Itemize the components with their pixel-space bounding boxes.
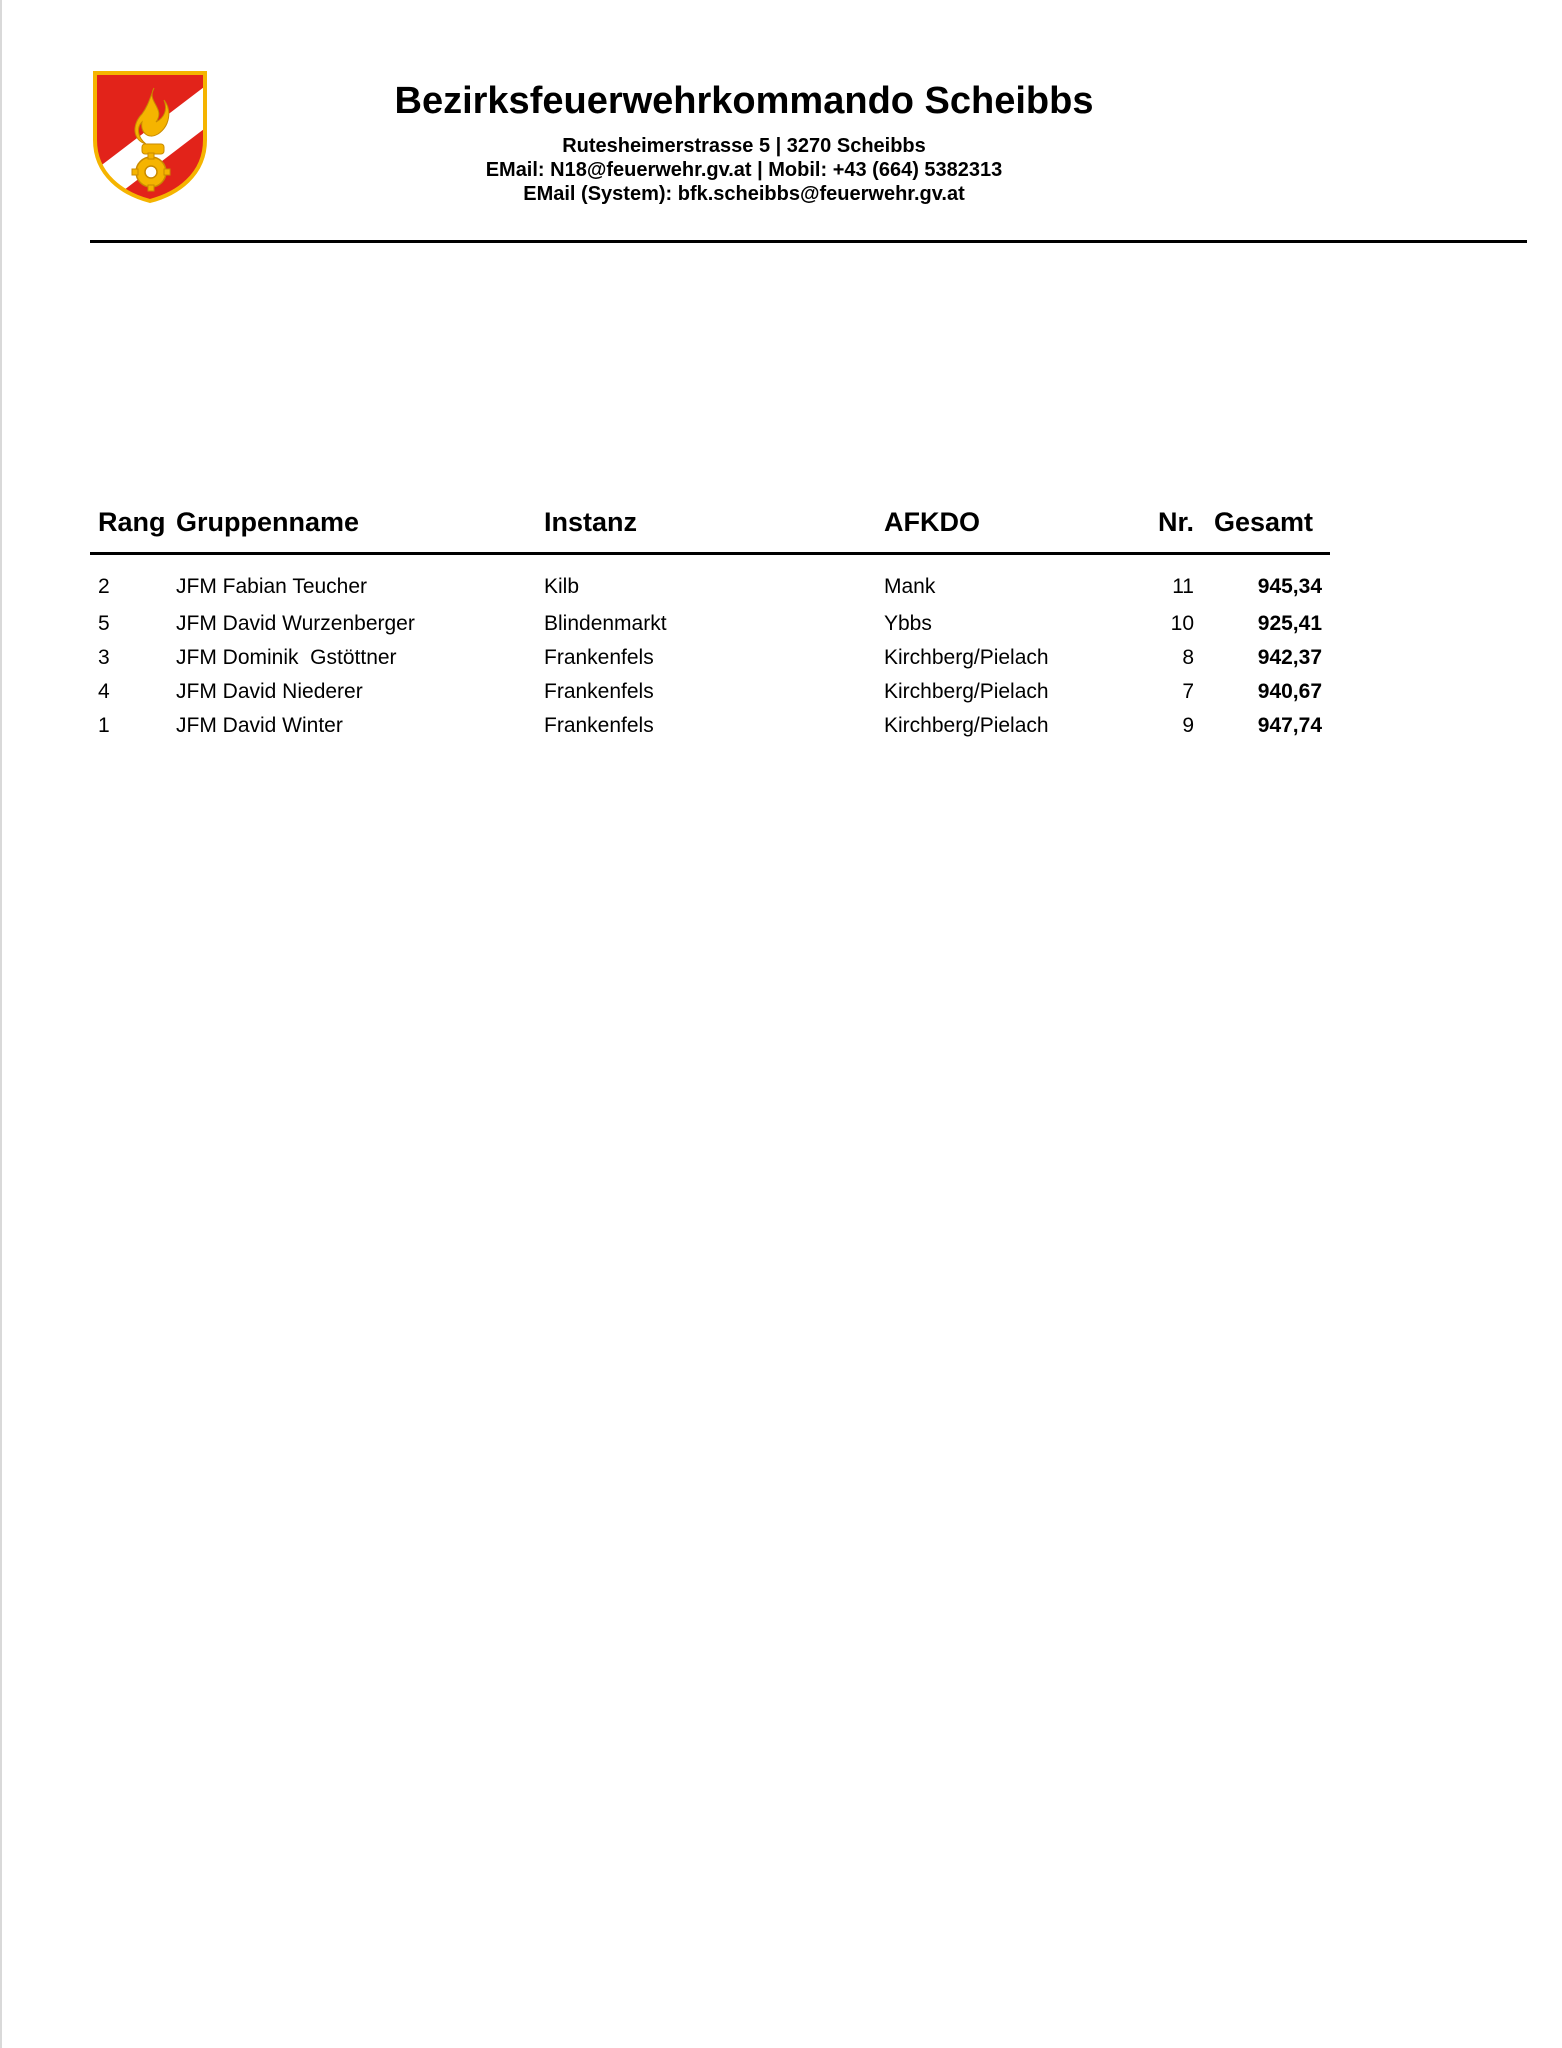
cell-rang: 4 [98, 680, 110, 703]
cell-gruppenname: JFM David Niederer [176, 680, 363, 703]
page-edge [0, 0, 2, 2048]
cell-nr: 10 [1170, 612, 1194, 635]
cell-gruppenname: JFM David Winter [176, 714, 343, 737]
cell-rang: 5 [98, 612, 110, 635]
fire-brigade-crest-icon [92, 70, 208, 204]
table-row [90, 554, 1330, 608]
cell-afkdo: Mank [884, 575, 936, 598]
cell-rang: 3 [98, 646, 110, 669]
results-table [90, 500, 1330, 743]
org-system-email: EMail (System): bfk.scheibbs@feuerwehr.gv.at [523, 183, 965, 205]
cell-gesamt: 945,34 [1257, 575, 1322, 598]
column-header-afkdo: AFKDO [876, 500, 1138, 554]
column-header-rang: Rang [90, 500, 168, 554]
page-title: Bezirksfeuerwehrkommando Scheibbs [394, 80, 1094, 122]
cell-instanz: Frankenfels [544, 714, 654, 737]
org-contact: EMail: N18@feuerwehr.gv.at | Mobil: +43 (664) 5382313 [485, 159, 1003, 181]
cell-afkdo: Ybbs [884, 612, 932, 635]
cell-afkdo: Kirchberg/Pielach [884, 714, 1049, 737]
table-row [90, 641, 1330, 675]
cell-afkdo: Kirchberg/Pielach [884, 646, 1049, 669]
header-divider [90, 240, 1527, 243]
cell-instanz: Kilb [544, 575, 580, 598]
cell-nr: 9 [1182, 714, 1194, 737]
table-row [90, 675, 1330, 709]
cell-gruppenname: JFM David Wurzenberger [176, 612, 415, 635]
cell-nr: 7 [1182, 680, 1194, 703]
column-header-gesamt: Gesamt [1202, 500, 1330, 554]
table-row [90, 709, 1330, 743]
cell-gesamt: 925,41 [1257, 612, 1322, 635]
cell-gruppenname: JFM Fabian Teucher [176, 575, 368, 598]
cell-afkdo: Kirchberg/Pielach [884, 680, 1049, 703]
table-header-row [90, 500, 1330, 554]
table-row [90, 607, 1330, 641]
column-header-gruppenname: Gruppenname [168, 500, 536, 554]
column-header-nr: Nr. [1138, 500, 1202, 554]
cell-gruppenname: JFM Dominik Gstöttner [176, 646, 397, 669]
cell-instanz: Blindenmarkt [544, 612, 667, 635]
cell-gesamt: 947,74 [1257, 714, 1322, 737]
cell-rang: 2 [98, 575, 110, 598]
cell-instanz: Frankenfels [544, 646, 654, 669]
org-address: Rutesheimerstrasse 5 | 3270 Scheibbs [562, 135, 926, 157]
cell-rang: 1 [98, 714, 110, 737]
cell-nr: 11 [1172, 575, 1194, 598]
cell-gesamt: 942,37 [1257, 646, 1322, 669]
cell-nr: 8 [1182, 646, 1194, 669]
cell-instanz: Frankenfels [544, 680, 654, 703]
cell-gesamt: 940,67 [1257, 680, 1322, 703]
column-header-instanz: Instanz [536, 500, 876, 554]
